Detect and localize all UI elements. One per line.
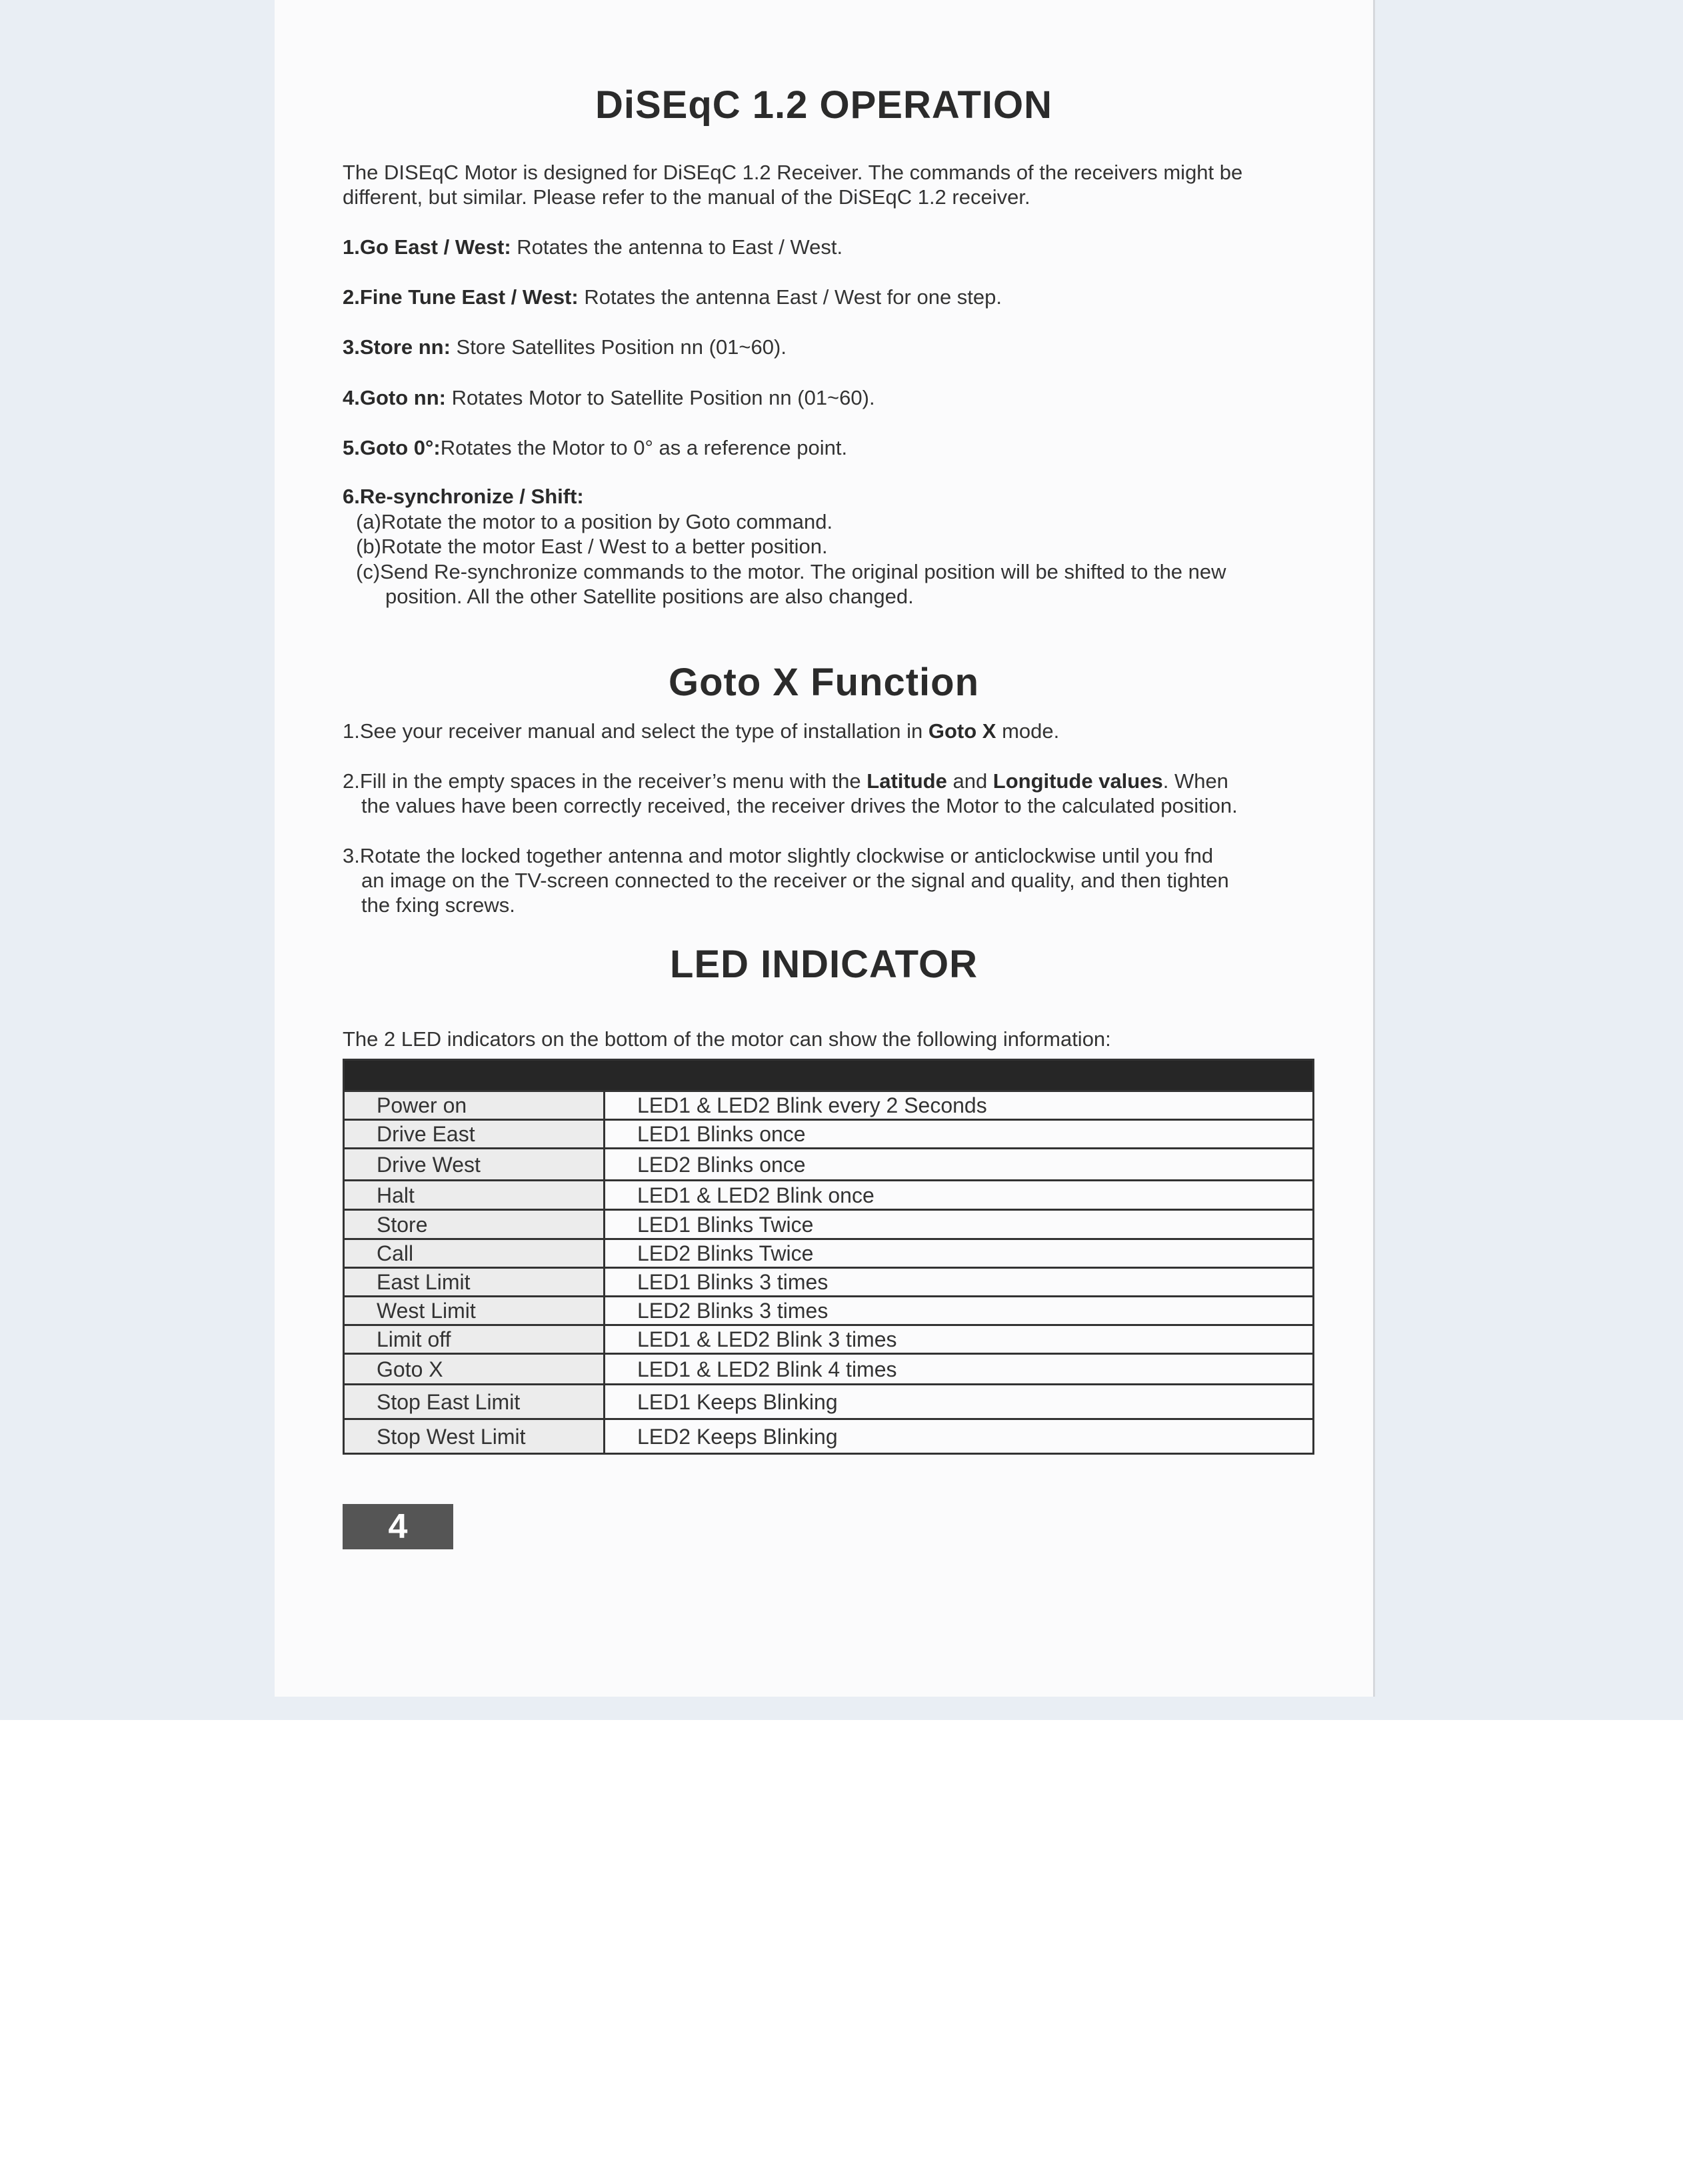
- section-title-diseqc: DiSEqC 1.2 OPERATION: [595, 83, 1053, 127]
- resync-step-c: (c)Send Re-synchronize commands to the motor. The original position will be shifted to the new: [356, 560, 1226, 583]
- led-pattern-cell: LED1 Blinks 3 times: [605, 1268, 1314, 1297]
- table-row: [344, 1268, 1314, 1297]
- led-pattern-cell: LED2 Blinks Twice: [605, 1239, 1314, 1268]
- led-state-cell: Drive East: [344, 1120, 605, 1149]
- page-number: 4: [343, 1504, 453, 1549]
- led-state-cell: Limit off: [344, 1325, 605, 1354]
- led-state-cell: Halt: [344, 1181, 605, 1210]
- command-item-4: 4.Goto nn: Rotates Motor to Satellite Position nn (01~60).: [343, 386, 875, 409]
- table-row: [344, 1385, 1314, 1419]
- led-pattern-cell: LED1 & LED2 Blink every 2 Seconds: [605, 1091, 1314, 1120]
- led-pattern-cell: LED2 Keeps Blinking: [605, 1419, 1314, 1454]
- table-row: [344, 1239, 1314, 1268]
- table-row: [344, 1120, 1314, 1149]
- command-item-5: 5.Goto 0°:Rotates the Motor to 0° as a reference point.: [343, 436, 848, 459]
- led-state-cell: Goto X: [344, 1354, 605, 1385]
- led-pattern-cell: LED2 Blinks 3 times: [605, 1297, 1314, 1325]
- led-state-cell: West Limit: [344, 1297, 605, 1325]
- intro-paragraph: The DISEqC Motor is designed for DiSEqC 1.2 Receiver. The commands of the receivers might be different, but similar. Please refer to the manual of the DiSEqC 1.2 receiver.: [343, 161, 1243, 209]
- led-state-cell: Stop East Limit: [344, 1385, 605, 1419]
- table-row: [344, 1091, 1314, 1120]
- table-row: [344, 1354, 1314, 1385]
- table-row: [344, 1149, 1314, 1181]
- led-pattern-cell: LED1 Blinks once: [605, 1120, 1314, 1149]
- led-pattern-cell: LED1 & LED2 Blink 3 times: [605, 1325, 1314, 1354]
- led-state-cell: Drive West: [344, 1149, 605, 1181]
- resync-step-b: (b)Rotate the motor East / West to a better position.: [356, 535, 828, 558]
- section-title-gotox: Goto X Function: [668, 661, 980, 704]
- led-state-cell: Stop West Limit: [344, 1419, 605, 1454]
- led-state-cell: Power on: [344, 1091, 605, 1120]
- command-item-1: 1.Go East / West: Rotates the antenna to East / West.: [343, 235, 843, 259]
- led-pattern-cell: LED2 Blinks once: [605, 1149, 1314, 1181]
- gotox-step-3: 3.Rotate the locked together antenna and motor slightly clockwise or anticlockwise until you fnd an image on the TV-screen connected to the receiver or the signal and quality, and then tighten the fxing screws.: [343, 844, 1229, 917]
- command-item-2: 2.Fine Tune East / West: Rotates the antenna East / West for one step.: [343, 285, 1002, 309]
- table-row: [344, 1210, 1314, 1239]
- led-pattern-cell: LED1 & LED2 Blink 4 times: [605, 1354, 1314, 1385]
- led-state-cell: East Limit: [344, 1268, 605, 1297]
- manual-page: [275, 0, 1375, 1697]
- led-pattern-cell: LED1 & LED2 Blink once: [605, 1181, 1314, 1210]
- resync-step-a: (a)Rotate the motor to a position by Goto command.: [356, 510, 833, 533]
- command-item-3: 3.Store nn: Store Satellites Position nn (01~60).: [343, 335, 787, 359]
- led-state-cell: Call: [344, 1239, 605, 1268]
- table-row: [344, 1181, 1314, 1210]
- led-state-cell: Store: [344, 1210, 605, 1239]
- table-row: [344, 1297, 1314, 1325]
- gotox-step-1: 1.See your receiver manual and select the type of installation in Goto X mode.: [343, 719, 1060, 743]
- table-header-row: [344, 1060, 1314, 1091]
- led-intro: The 2 LED indicators on the bottom of the motor can show the following information:: [343, 1027, 1111, 1051]
- led-pattern-cell: LED1 Blinks Twice: [605, 1210, 1314, 1239]
- table-row: [344, 1419, 1314, 1454]
- gotox-step-2: 2.Fill in the empty spaces in the receiver’s menu with the Latitude and Longitude values. When the values have been correctly received, the receiver drives the Motor to the calculated position.: [343, 769, 1238, 817]
- table-row: [344, 1325, 1314, 1354]
- command-item-6: 6.Re-synchronize / Shift:: [343, 485, 584, 508]
- led-indicator-table: [343, 1059, 1314, 1455]
- resync-step-c-cont: position. All the other Satellite positions are also changed.: [385, 585, 914, 608]
- section-title-led: LED INDICATOR: [670, 943, 978, 986]
- led-pattern-cell: LED1 Keeps Blinking: [605, 1385, 1314, 1419]
